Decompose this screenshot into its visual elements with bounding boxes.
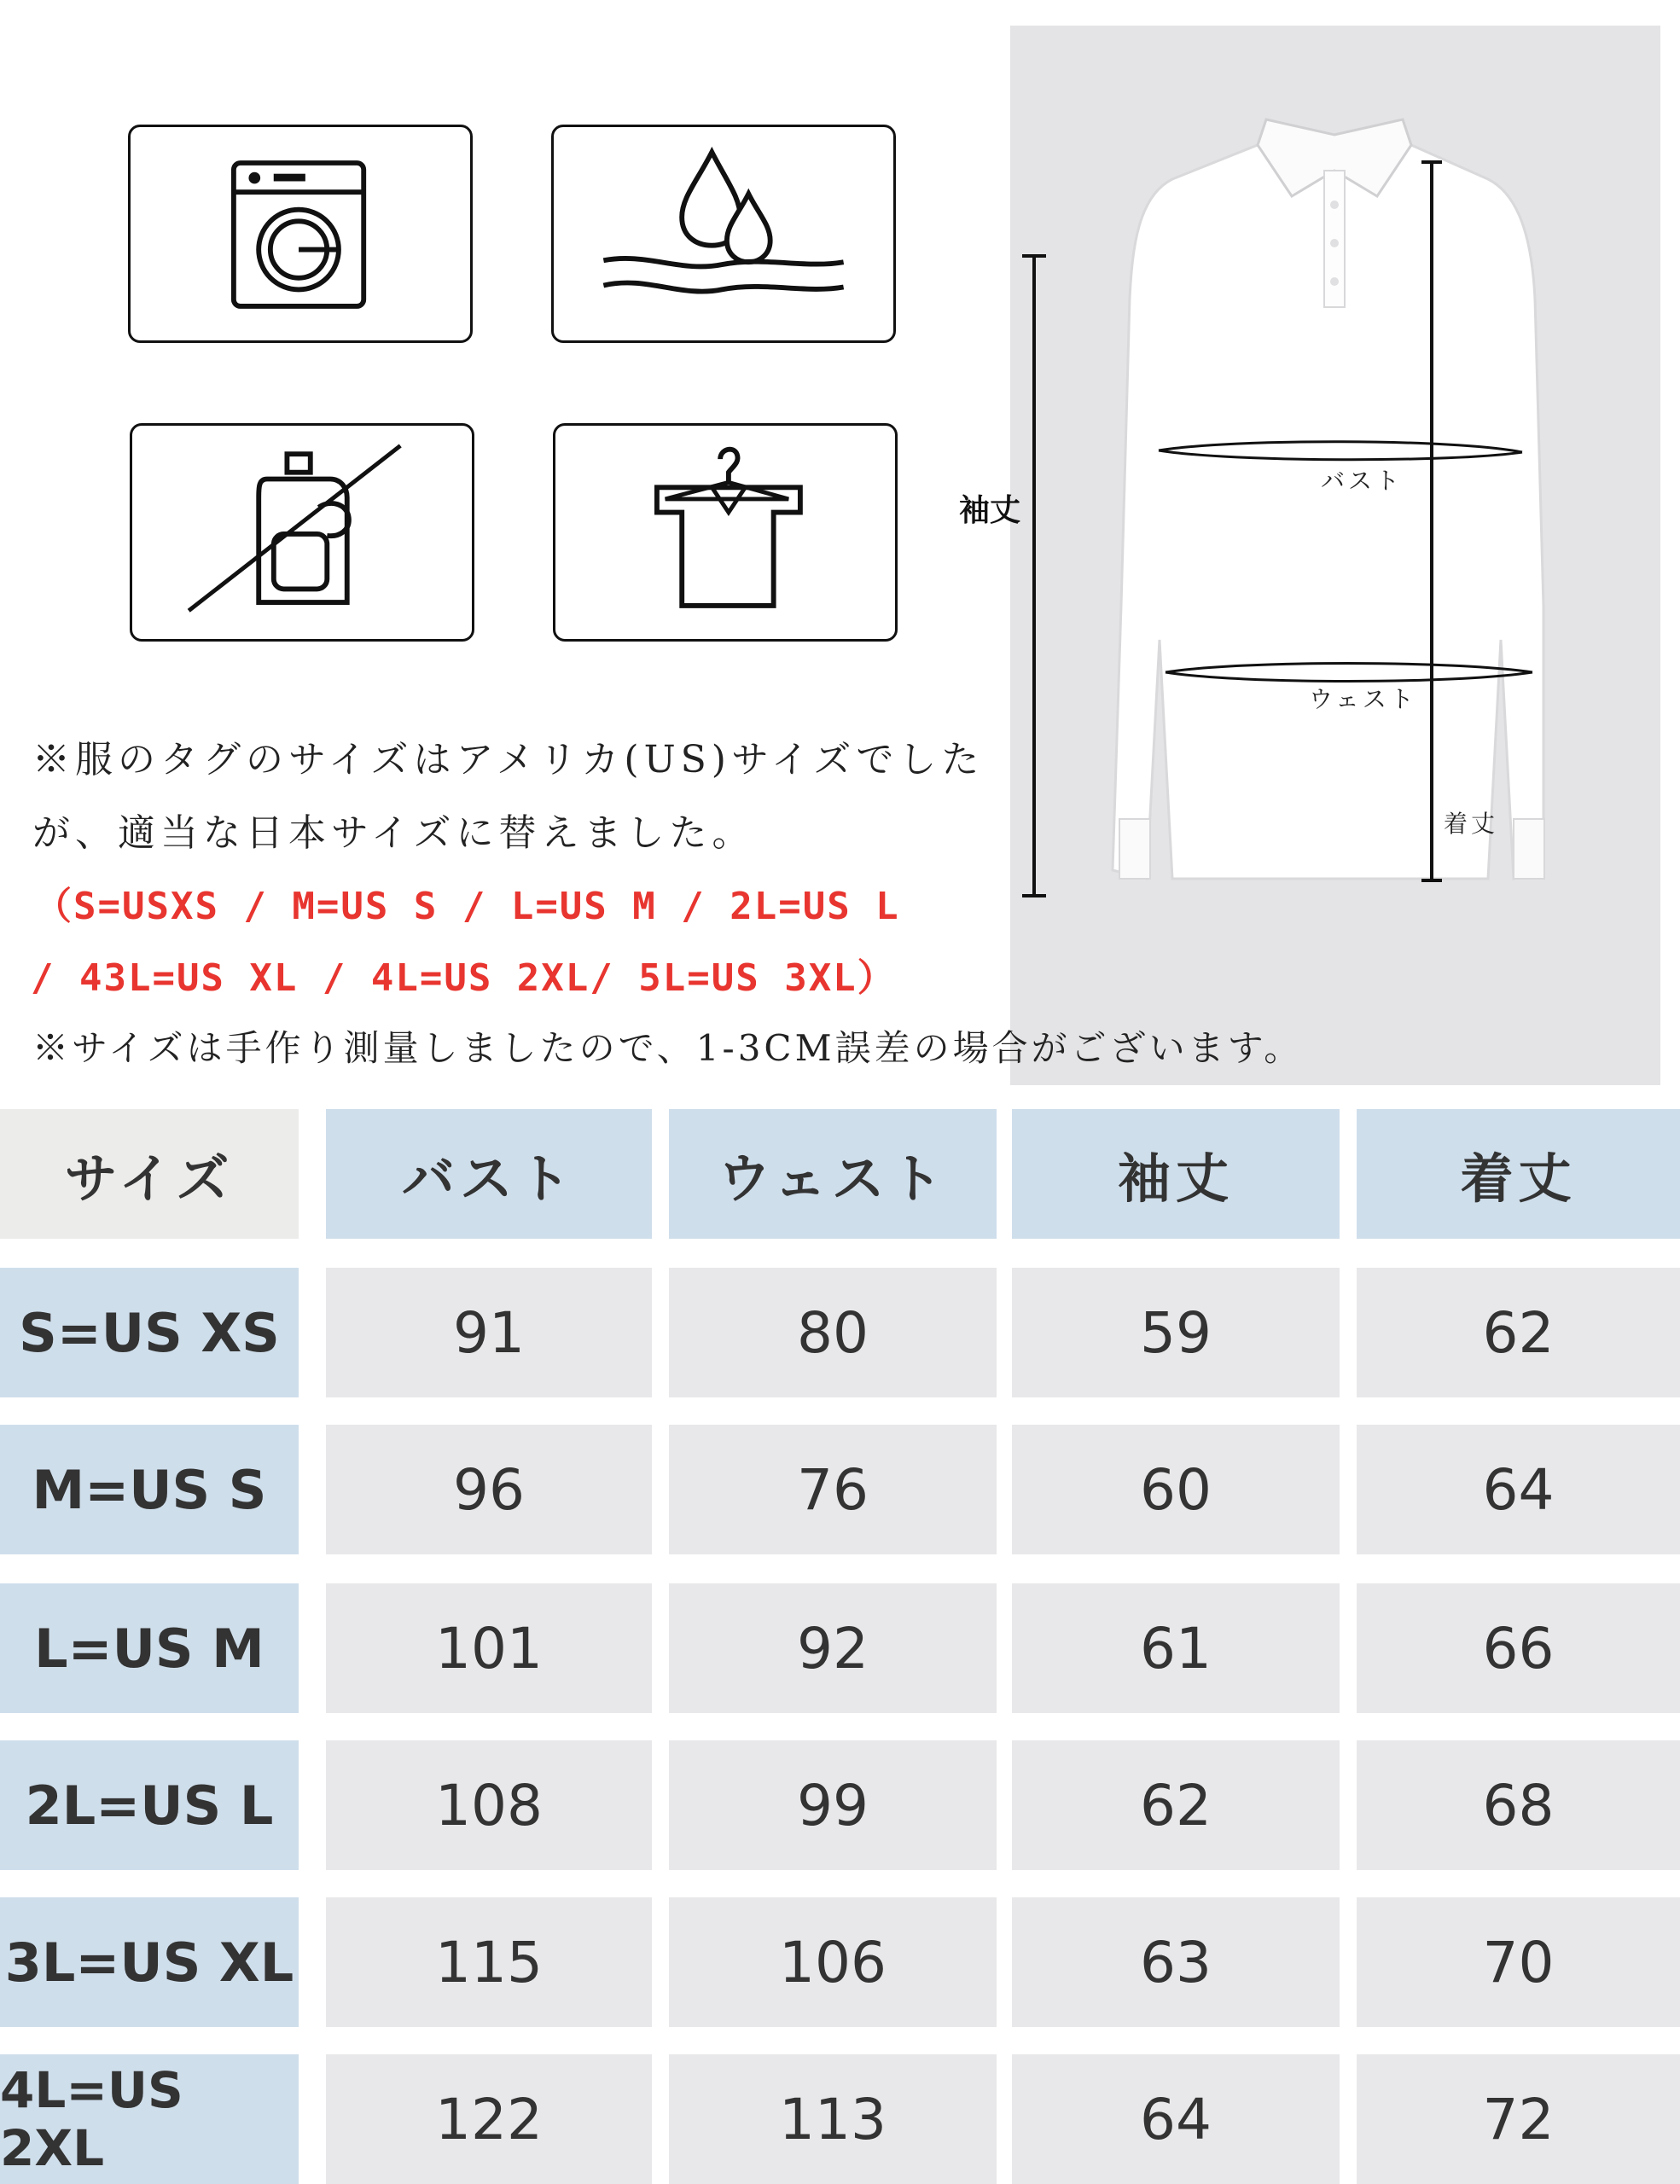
bust-value: 101 (326, 1583, 652, 1713)
row-size-label: M=US S (0, 1425, 299, 1554)
note-line-2: が、適当な日本サイズに替えました。 (32, 811, 755, 855)
sleeve-value: 60 (1012, 1425, 1340, 1554)
header-sleeve: 袖丈 (1012, 1109, 1340, 1239)
waist-value: 113 (669, 2054, 997, 2184)
length-value: 68 (1357, 1740, 1680, 1870)
bust-value: 115 (326, 1897, 652, 2027)
bust-value: 91 (326, 1268, 652, 1397)
hang-dry-icon (555, 426, 895, 639)
care-icon-hang-dry (553, 423, 898, 642)
waist-value: 92 (669, 1583, 997, 1713)
row-size-label: 4L=US 2XL (0, 2054, 299, 2184)
waist-value: 76 (669, 1425, 997, 1554)
length-value: 66 (1357, 1583, 1680, 1713)
header-bust: バスト (326, 1109, 652, 1239)
note-line-3: ※サイズは手作り測量しましたので、1-3CM誤差の場合がございます。 (32, 1027, 1304, 1069)
sleeve-value: 59 (1012, 1268, 1340, 1397)
size-conversion-line-1: （S=USXS / M=US S / L=US M / 2L=US L (34, 885, 900, 928)
length-label: 着丈 (1444, 810, 1499, 838)
garment-measurement-diagram (1010, 26, 1660, 1085)
bust-value: 96 (326, 1425, 652, 1554)
care-icon-water-wash (551, 125, 896, 343)
row-size-label: 2L=US L (0, 1740, 299, 1870)
length-value: 72 (1357, 2054, 1680, 2184)
length-value: 64 (1357, 1425, 1680, 1554)
sleeve-length-label: 袖丈 (959, 493, 1021, 528)
care-icon-machine-wash (128, 125, 473, 343)
row-size-label: S=US XS (0, 1268, 299, 1397)
waist-value: 99 (669, 1740, 997, 1870)
waist-value: 106 (669, 1897, 997, 2027)
waist-value: 80 (669, 1268, 997, 1397)
sleeve-value: 61 (1012, 1583, 1340, 1713)
header-length: 着丈 (1357, 1109, 1680, 1239)
row-size-label: L=US M (0, 1583, 299, 1713)
no-bleach-icon (132, 426, 472, 639)
sleeve-value: 64 (1012, 2054, 1340, 2184)
row-size-label: 3L=US XL (0, 1897, 299, 2027)
length-value: 70 (1357, 1897, 1680, 2027)
polo-shirt-illustration (1010, 26, 1660, 1085)
size-table (0, 1109, 1680, 2184)
machine-wash-icon (131, 127, 470, 340)
note-line-1: ※服のタグのサイズはアメリカ(US)サイズでした (32, 738, 985, 781)
size-conversion-line-2: / 43L=US XL / 4L=US 2XL/ 5L=US 3XL） (31, 956, 897, 1000)
care-icon-no-bleach (130, 423, 474, 642)
header-size: サイズ (0, 1109, 299, 1239)
water-wash-icon (554, 127, 893, 340)
bust-value: 108 (326, 1740, 652, 1870)
length-value: 62 (1357, 1268, 1680, 1397)
bust-value: 122 (326, 2054, 652, 2184)
waist-label: ウェスト (1309, 685, 1417, 713)
sleeve-value: 62 (1012, 1740, 1340, 1870)
sleeve-value: 63 (1012, 1897, 1340, 2027)
bust-label: バスト (1321, 467, 1404, 495)
header-waist: ウェスト (669, 1109, 997, 1239)
